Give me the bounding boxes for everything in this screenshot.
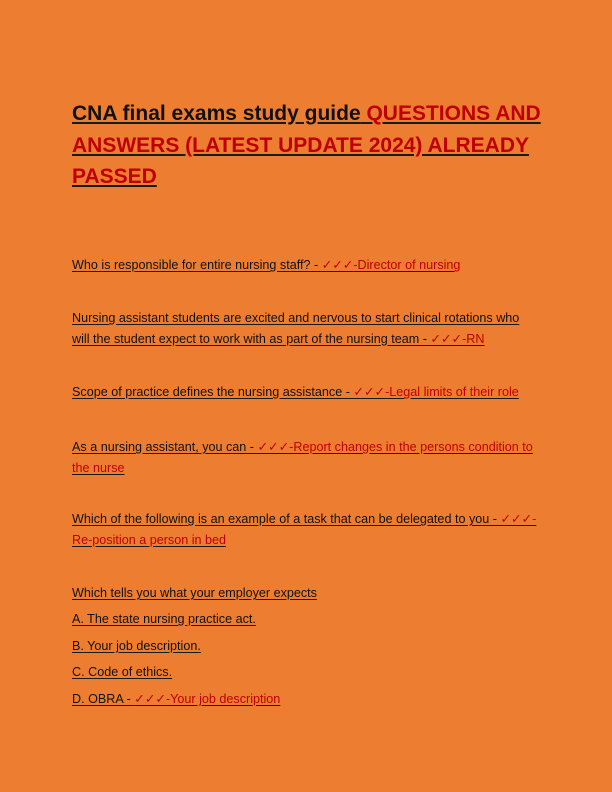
option-text: B. Your job description. bbox=[72, 639, 201, 653]
option-text: D. OBRA - bbox=[72, 692, 135, 706]
question-text: As a nursing assistant, you can - bbox=[72, 440, 258, 454]
question-text: Who is responsible for entire nursing staff? - bbox=[72, 258, 322, 272]
answer-text: -Report changes in the persons condition to the nurse bbox=[72, 440, 533, 475]
qa-item-4 bbox=[72, 437, 540, 478]
option-b bbox=[72, 636, 540, 657]
check-marks: ✓✓✓ bbox=[430, 331, 463, 346]
check-marks: ✓✓✓ bbox=[353, 385, 386, 399]
title-highlight: QUESTIONS AND ANSWERS (LATEST UPDATE 2024) ALREADY PASSED bbox=[72, 102, 541, 188]
answer-text: -Director of nursing bbox=[353, 258, 461, 272]
question-text: Scope of practice defines the nursing assistance - bbox=[72, 385, 354, 399]
qa-item-1 bbox=[72, 255, 540, 276]
option-text: A. The state nursing practice act. bbox=[72, 612, 256, 626]
qa-item-6-question bbox=[72, 583, 540, 604]
qa-item-3 bbox=[72, 382, 540, 403]
answer-text: -Your job description bbox=[165, 692, 281, 706]
option-a bbox=[72, 609, 540, 630]
question-text: Nursing assistant students are excited and nervous to start clinical rotations who will the student expect to work with as part of the nursing team - bbox=[72, 311, 520, 346]
option-d bbox=[72, 689, 540, 710]
answer-text: -Legal limits of their role bbox=[385, 385, 519, 399]
answer-text: -Re-position a person in bed bbox=[72, 512, 537, 547]
qa-item-5 bbox=[72, 509, 540, 550]
question-text: Which tells you what your employer expects bbox=[72, 586, 317, 600]
title-main: CNA final exams study guide bbox=[72, 102, 361, 125]
option-c bbox=[72, 662, 540, 683]
check-marks: ✓✓✓ bbox=[321, 258, 354, 272]
document-title bbox=[72, 98, 542, 193]
check-marks: ✓✓✓ bbox=[134, 692, 166, 706]
check-marks: ✓✓✓ bbox=[500, 512, 533, 526]
option-text: C. Code of ethics. bbox=[72, 665, 173, 679]
answer-text: -RN bbox=[462, 331, 485, 346]
question-text: Which of the following is an example of a task that can be delegated to you - bbox=[72, 512, 501, 526]
qa-item-2 bbox=[72, 308, 540, 349]
check-marks: ✓✓✓ bbox=[257, 440, 290, 454]
